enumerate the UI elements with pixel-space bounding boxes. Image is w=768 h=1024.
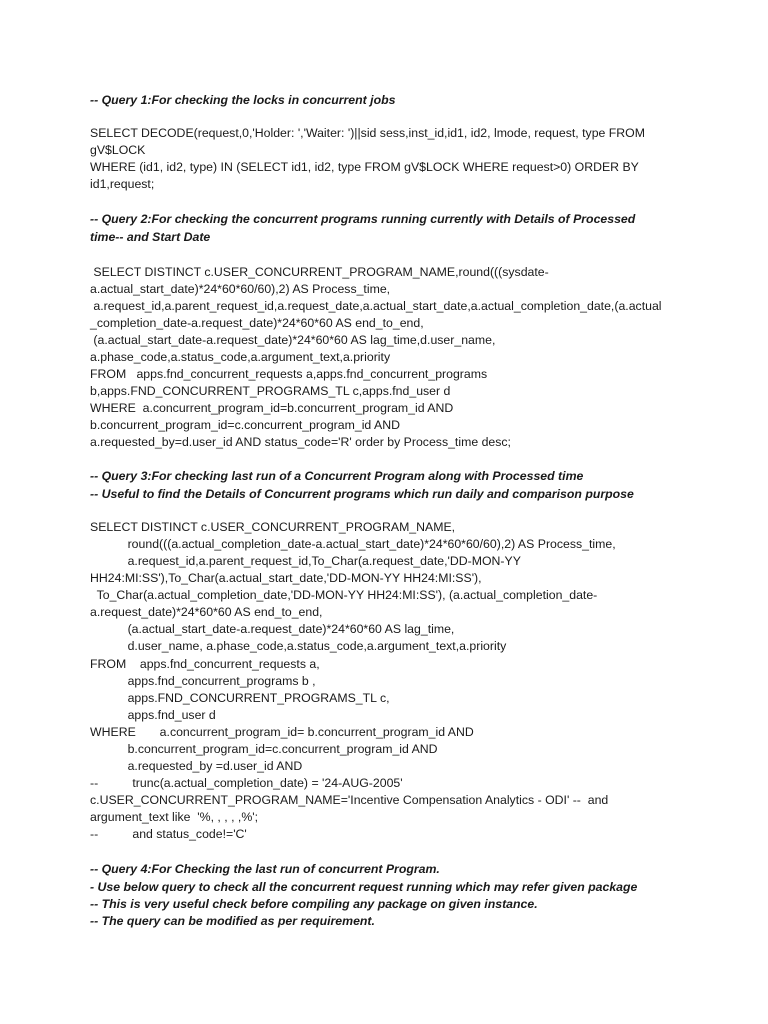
query-2-line: SELECT DISTINCT c.USER_CONCURRENT_PROGRAM_NAME,round(((sysdate- [90,265,549,279]
query-3-heading: -- Useful to find the Details of Concurrent programs which run daily and comparison purpose [90,487,634,501]
query-4-heading: -- The query can be modified as per requirement. [90,914,375,928]
query-2-line: WHERE a.concurrent_program_id=b.concurrent_program_id AND [90,401,454,415]
query-4-heading: - Use below query to check all the concurrent request running which may refer given package [90,880,638,894]
query-2-line: a.phase_code,a.status_code,a.argument_text,a.priority [90,350,391,364]
query-3-line: argument_text like '%, , , , ,%'; [90,810,259,824]
query-3-line: apps.FND_CONCURRENT_PROGRAMS_TL c, [90,691,390,705]
query-2-line: a.actual_start_date)*24*60*60/60),2) AS Process_time, [90,282,391,296]
query-3-line: -- and status_code!='C' [90,827,247,841]
query-3-line: a.request_date)*24*60*60 AS end_to_end, [90,605,323,619]
query-4-heading: -- This is very useful check before compiling any package on given instance. [90,897,538,911]
query-2-line: (a.actual_start_date-a.request_date)*24*60*60 AS lag_time,d.user_name, [90,333,496,347]
query-2-line: _completion_date-a.request_date)*24*60*60 AS end_to_end, [90,316,424,330]
query-3-line: c.USER_CONCURRENT_PROGRAM_NAME='Incentive Compensation Analytics - ODI' -- and [90,793,609,807]
query-2-line: b,apps.FND_CONCURRENT_PROGRAMS_TL c,apps.fnd_user d [90,384,451,398]
query-3-line: To_Char(a.actual_completion_date,'DD-MON-YY HH24:MI:SS'), (a.actual_completion_date- [90,588,598,602]
query-2-line: b.concurrent_program_id=c.concurrent_program_id AND [90,418,400,432]
query-1-line: id1,request; [90,177,155,191]
query-4-heading: -- Query 4:For Checking the last run of concurrent Program. [90,862,440,876]
query-1-line: gV$LOCK [90,143,146,157]
query-1-heading: -- Query 1:For checking the locks in concurrent jobs [90,93,396,107]
query-1-line: SELECT DECODE(request,0,'Holder: ','Waiter: ')||sid sess,inst_id,id1, id2, lmode, request, type FROM [90,126,645,140]
query-3-line: a.request_id,a.parent_request_id,To_Char(a.request_date,'DD-MON-YY [90,554,521,568]
query-3-line: round(((a.actual_completion_date-a.actual_start_date)*24*60*60/60),2) AS Process_time, [90,537,616,551]
query-1-line: WHERE (id1, id2, type) IN (SELECT id1, id2, type FROM gV$LOCK WHERE request>0) ORDER BY [90,160,639,174]
query-2-line: a.request_id,a.parent_request_id,a.request_date,a.actual_start_date,a.actual_completion_date,(a.actual [90,299,662,313]
query-3-line: -- trunc(a.actual_completion_date) = '24-AUG-2005' [90,776,403,790]
query-3-line: apps.fnd_user d [90,708,216,722]
query-3-line: WHERE a.concurrent_program_id= b.concurrent_program_id AND [90,725,474,739]
query-3-line: FROM apps.fnd_concurrent_requests a, [90,657,320,671]
query-2-line: a.requested_by=d.user_id AND status_code='R' order by Process_time desc; [90,435,511,449]
query-2-line: FROM apps.fnd_concurrent_requests a,apps.fnd_concurrent_programs [90,367,488,381]
query-3-line: d.user_name, a.phase_code,a.status_code,a.argument_text,a.priority [90,639,507,653]
query-3-line: b.concurrent_program_id=c.concurrent_program_id AND [90,742,438,756]
query-3-line: SELECT DISTINCT c.USER_CONCURRENT_PROGRAM_NAME, [90,520,456,534]
query-3-line: HH24:MI:SS'),To_Char(a.actual_start_date,'DD-MON-YY HH24:MI:SS'), [90,571,482,585]
query-3-line: (a.actual_start_date-a.request_date)*24*60*60 AS lag_time, [90,622,455,636]
query-3-heading: -- Query 3:For checking last run of a Concurrent Program along with Processed time [90,469,584,483]
query-2-heading: time-- and Start Date [90,230,211,244]
query-2-heading: -- Query 2:For checking the concurrent programs running currently with Details of Processed [90,212,636,226]
query-3-line: apps.fnd_concurrent_programs b , [90,674,316,688]
query-3-line: a.requested_by =d.user_id AND [90,759,303,773]
